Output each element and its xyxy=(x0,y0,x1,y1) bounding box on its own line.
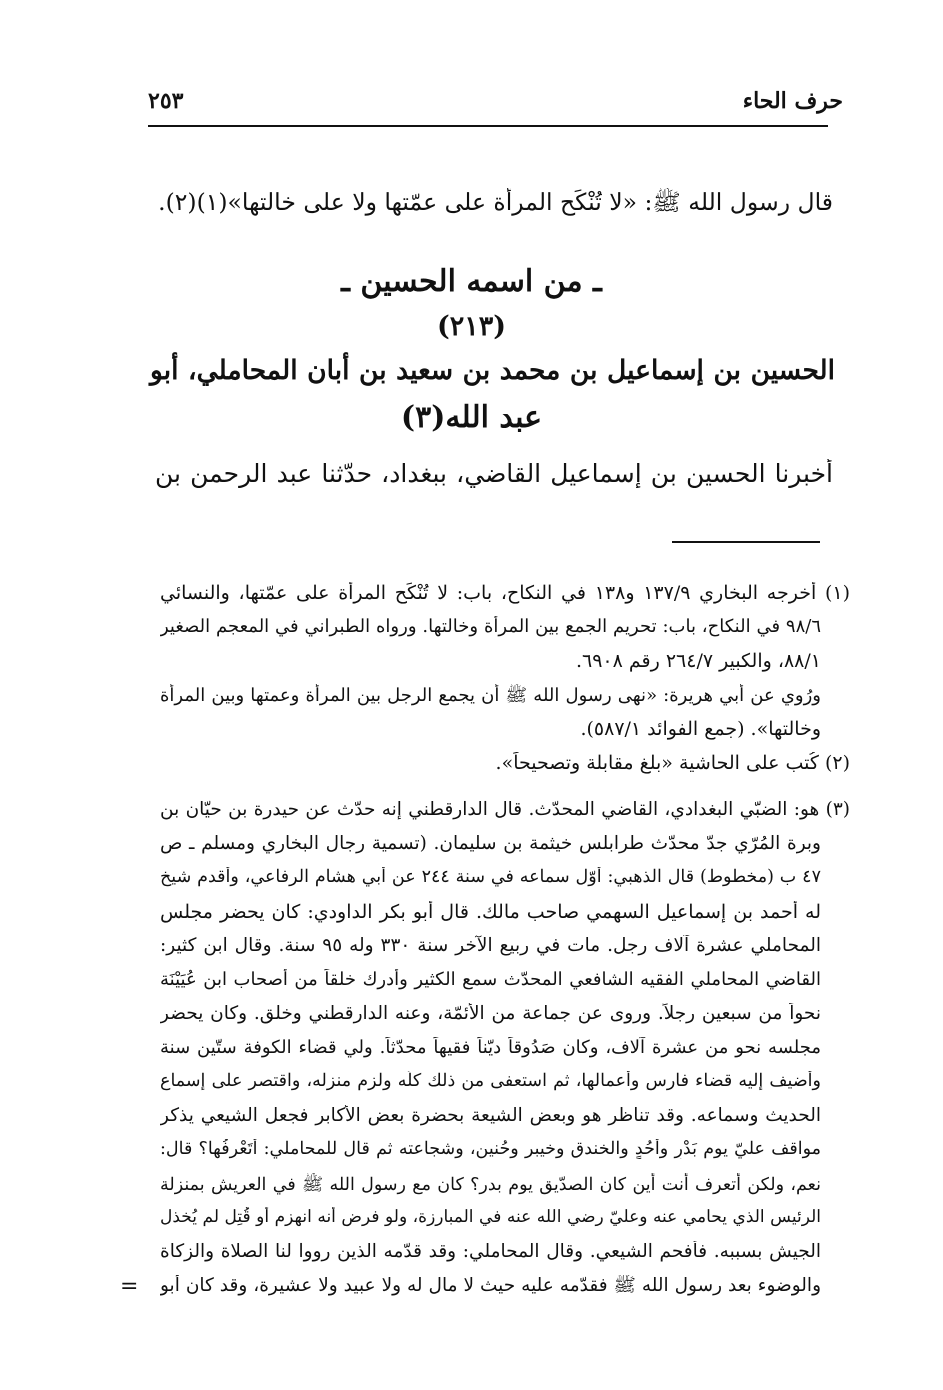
footnote-3-line-10: الحديث وسماعه. وقد تناظر هو وبعض الشيعة بحضرة بعض الأكابر فجعل الشيعي يذكر xyxy=(160,1105,821,1126)
footnote-3-line-13: الرئيس الذي يحامي عنه وعليّ رضي الله عنه في المبارزة، ولو فرض أنه انهزم أو قُتِل لم يُخذل xyxy=(160,1207,821,1227)
footnote-3-line-6: القاضي المحاملي الفقيه الشافعي المحدّث سمع الكثير وأدرك خلقاً من أصحاب ابن عُيَيْنَة xyxy=(160,969,821,990)
footnote-3-line-11: مواقف عليّ يوم بَدْرٍ وأُحُدٍ والخندق وخيبر وحُنين، وشجاعته ثم قال للمحاملي: أتَعْرِفُها؟ قال: xyxy=(160,1139,821,1159)
footnote-3-line-12: نعم، ولكن أتعرف أنت أين كان الصدّيق يوم بدر؟ كان مع رسول الله ﷺ في العريش بمنزلة xyxy=(160,1175,821,1195)
footnote-1-line-1: (١) أخرجه البخاري ١٣٧/٩ و١٣٨ في النكاح، باب: لا تُنْكَح المرأة على عمّتها، والنسائي xyxy=(160,582,850,604)
entry-name-line-2: عبد الله(٣) xyxy=(400,400,543,435)
footnote-3-line-5: المحاملي عشرة آلاف رجل. مات في ربيع الآخر سنة ٣٣٠ وله ٩٥ سنة. وقال ابن كثير: xyxy=(160,935,821,956)
section-title: ـ من اسمه الحسين ـ xyxy=(341,264,602,299)
footnote-3-line-1: (٣) هو: الضبّي البغدادي، القاضي المحدّث. قال الدارقطني إنه حدّث عن حيدرة بن حيّان بن xyxy=(160,799,850,820)
narration-line: أخبرنا الحسين بن إسماعيل القاضي، ببغداد، حدّثنا عبد الرحمن بن xyxy=(155,459,833,488)
footnote-separator xyxy=(672,541,820,543)
hadith-line: قال رسول الله ﷺ: «لا تُنْكَح المرأة على عمّتها ولا على خالتها»(١)(٢). xyxy=(158,188,833,216)
footnote-1-line-5: وخالتها». (جمع الفوائد ٥٨٧/١). xyxy=(580,718,821,740)
footnote-3-line-4: له أحمد بن إسماعيل السهمي صاحب مالك. قال أبو بكر الداودي: كان يحضر مجلس xyxy=(160,901,821,923)
footnote-1-line-3: ٨٨/١، والكبير ٢٦٤/٧ رقم ٦٩٠٨. xyxy=(575,650,821,672)
footnote-3-line-14: الجيش بسببه. فأفحم الشيعي. وقال المحاملي: وقد قدّمه الذين رووا لنا الصلاة والزكاة xyxy=(160,1241,821,1262)
footnote-3-line-8: مجلسه نحو من عشرة آلاف، وكان صَدُوقاً ديّناً فقيهاً محدّثاً. ولي قضاء الكوفة ستّين سنة xyxy=(160,1037,821,1058)
footnote-1-line-4: ورُوي عن أبي هريرة: «نهى رسول الله ﷺ أن يجمع الرجل بين المرأة وعمتها وبين المرأة xyxy=(160,685,821,706)
footnote-3-line-2: وبرة المُرّي جدّ محدّث طرابلس خيثمة بن سليمان. (تسمية رجال البخاري ومسلم ـ ص xyxy=(160,833,821,854)
continuation-mark: = xyxy=(120,1274,139,1299)
header-rule xyxy=(148,125,828,127)
entry-number: (٢١٣) xyxy=(436,311,507,342)
entry-name-line-1: الحسين بن إسماعيل بن محمد بن سعيد بن أبان المحاملي، أبو xyxy=(150,355,835,386)
footnote-1-line-2: ٩٨/٦ في النكاح، باب: تحريم الجمع بين المرأة وخالتها. ورواه الطبراني في المعجم الصغير xyxy=(160,616,821,637)
footnote-3-line-9: وأضيف إليه قضاء فارس وأعمالها، ثم استعفى من ذلك كلّه ولزم منزله، واقتصر على إسماع xyxy=(160,1071,821,1091)
footnote-3-line-7: نحواً من سبعين رجلاً. وروى عن جماعة من الأئمّة، وعنه الدارقطني وخلق. وكان يحضر xyxy=(160,1003,821,1024)
footnote-3-line-3: ٤٧ ب (مخطوط) قال الذهبي: أوّل سماعه في سنة ٢٤٤ عن أبي هشام الرفاعي، وأقدم شيخ xyxy=(160,867,821,887)
running-header-title: حرف الحاء xyxy=(742,88,843,114)
page-number: ٢٥٣ xyxy=(148,88,184,114)
footnote-2: (٢) كُتب على الحاشية «بلغ مقابلة وتصحيحاً». xyxy=(495,752,850,774)
footnote-3-line-15: والوضوء بعد رسول الله ﷺ فقدّمه عليه حيث لا مال له ولا عبيد ولا عشيرة، وقد كان أبو xyxy=(160,1275,821,1296)
